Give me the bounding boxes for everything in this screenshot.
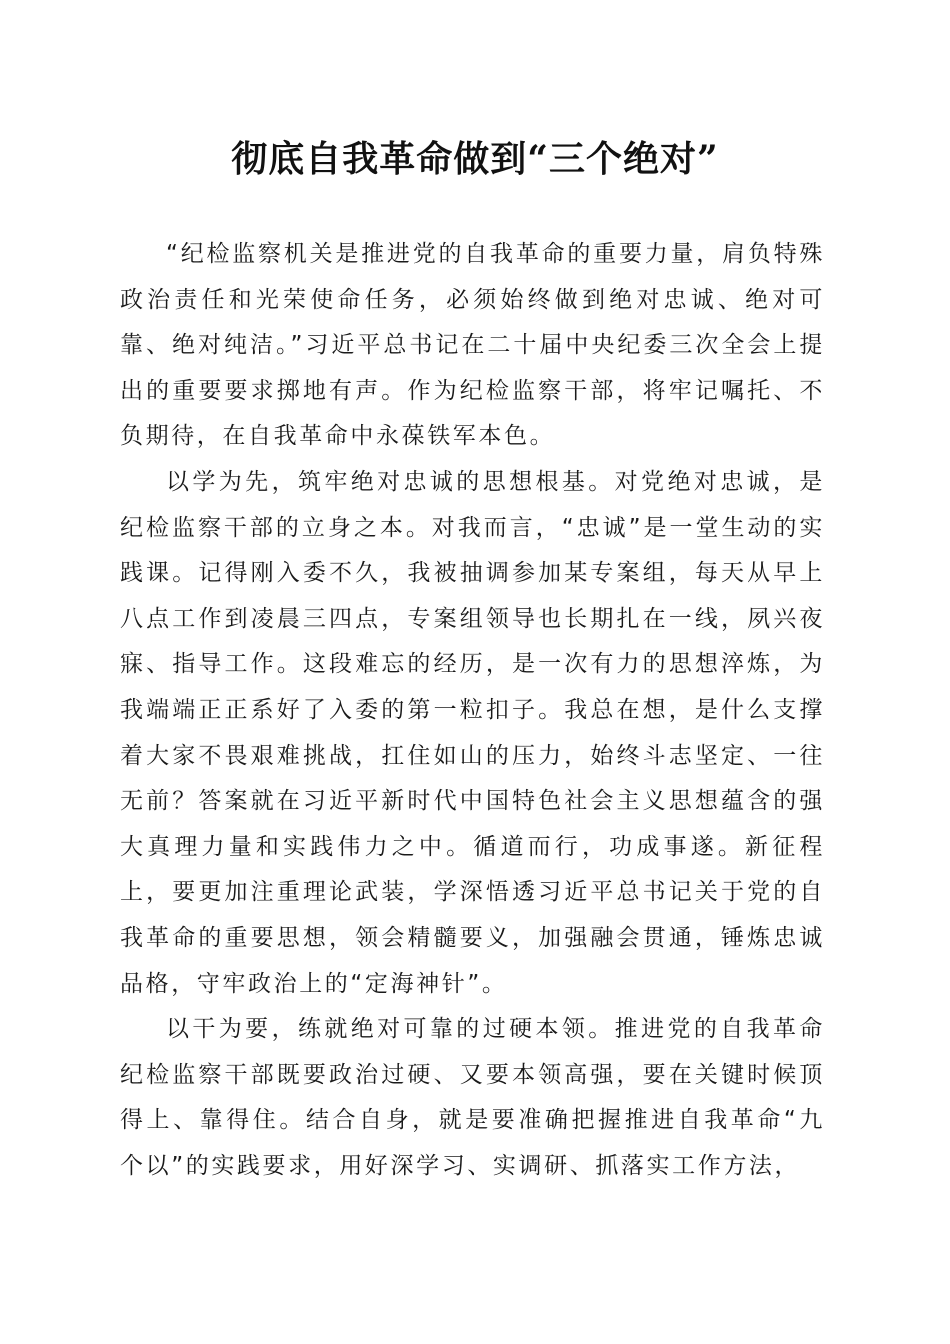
document-title: 彻底自我革命做到“三个绝对” — [231, 138, 719, 180]
document-body — [120, 232, 825, 1189]
paragraph-2: 以学为先，筑牢绝对忠诚的思想根基。对党绝对忠诚，是纪检监察干部的立身之本。对我而言，“忠诚”是一堂生动的实践课。记得刚入委不久，我被抽调参加某专案组，每天从早上八点工作到凌晨三四点，专案组领导也长期扎在一线，夙兴夜寐、指导工作。这段难忘的经历，是一次有力的思想淬炼，为我端端正正系好了入委的第一粒扣子。我总在想，是什么支撑着大家不畏艰难挑战，扛住如山的压力，始终斗志坚定、一往无前？答案就在习近平新时代中国特色社会主义思想蕴含的强大真理力量和实践伟力之中。循道而行，功成事遂。新征程上，要更加注重理论武装，学深悟透习近平总书记关于党的自我革命的重要思想，领会精髓要义，加强融会贯通，锤炼忠诚品格，守牢政治上的“定海神针”。 — [120, 468, 825, 997]
paragraph-3: 以干为要，练就绝对可靠的过硬本领。推进党的自我革命纪检监察干部既要政治过硬、又要本领高强，要在关键时候顶得上、靠得住。结合自身，就是要准确把握推进自我革命“九个以”的实践要求，用好深学习、实调研、抓落实工作方法， — [120, 1016, 825, 1179]
paragraph-1: “纪检监察机关是推进党的自我革命的重要力量，肩负特殊政治责任和光荣使命任务，必须始终做到绝对忠诚、绝对可靠、绝对纯洁。”习近平总书记在二十届中央纪委三次全会上提出的重要要求掷地有声。作为纪检监察干部，将牢记嘱托、不负期待，在自我革命中永葆铁军本色。 — [120, 241, 825, 450]
